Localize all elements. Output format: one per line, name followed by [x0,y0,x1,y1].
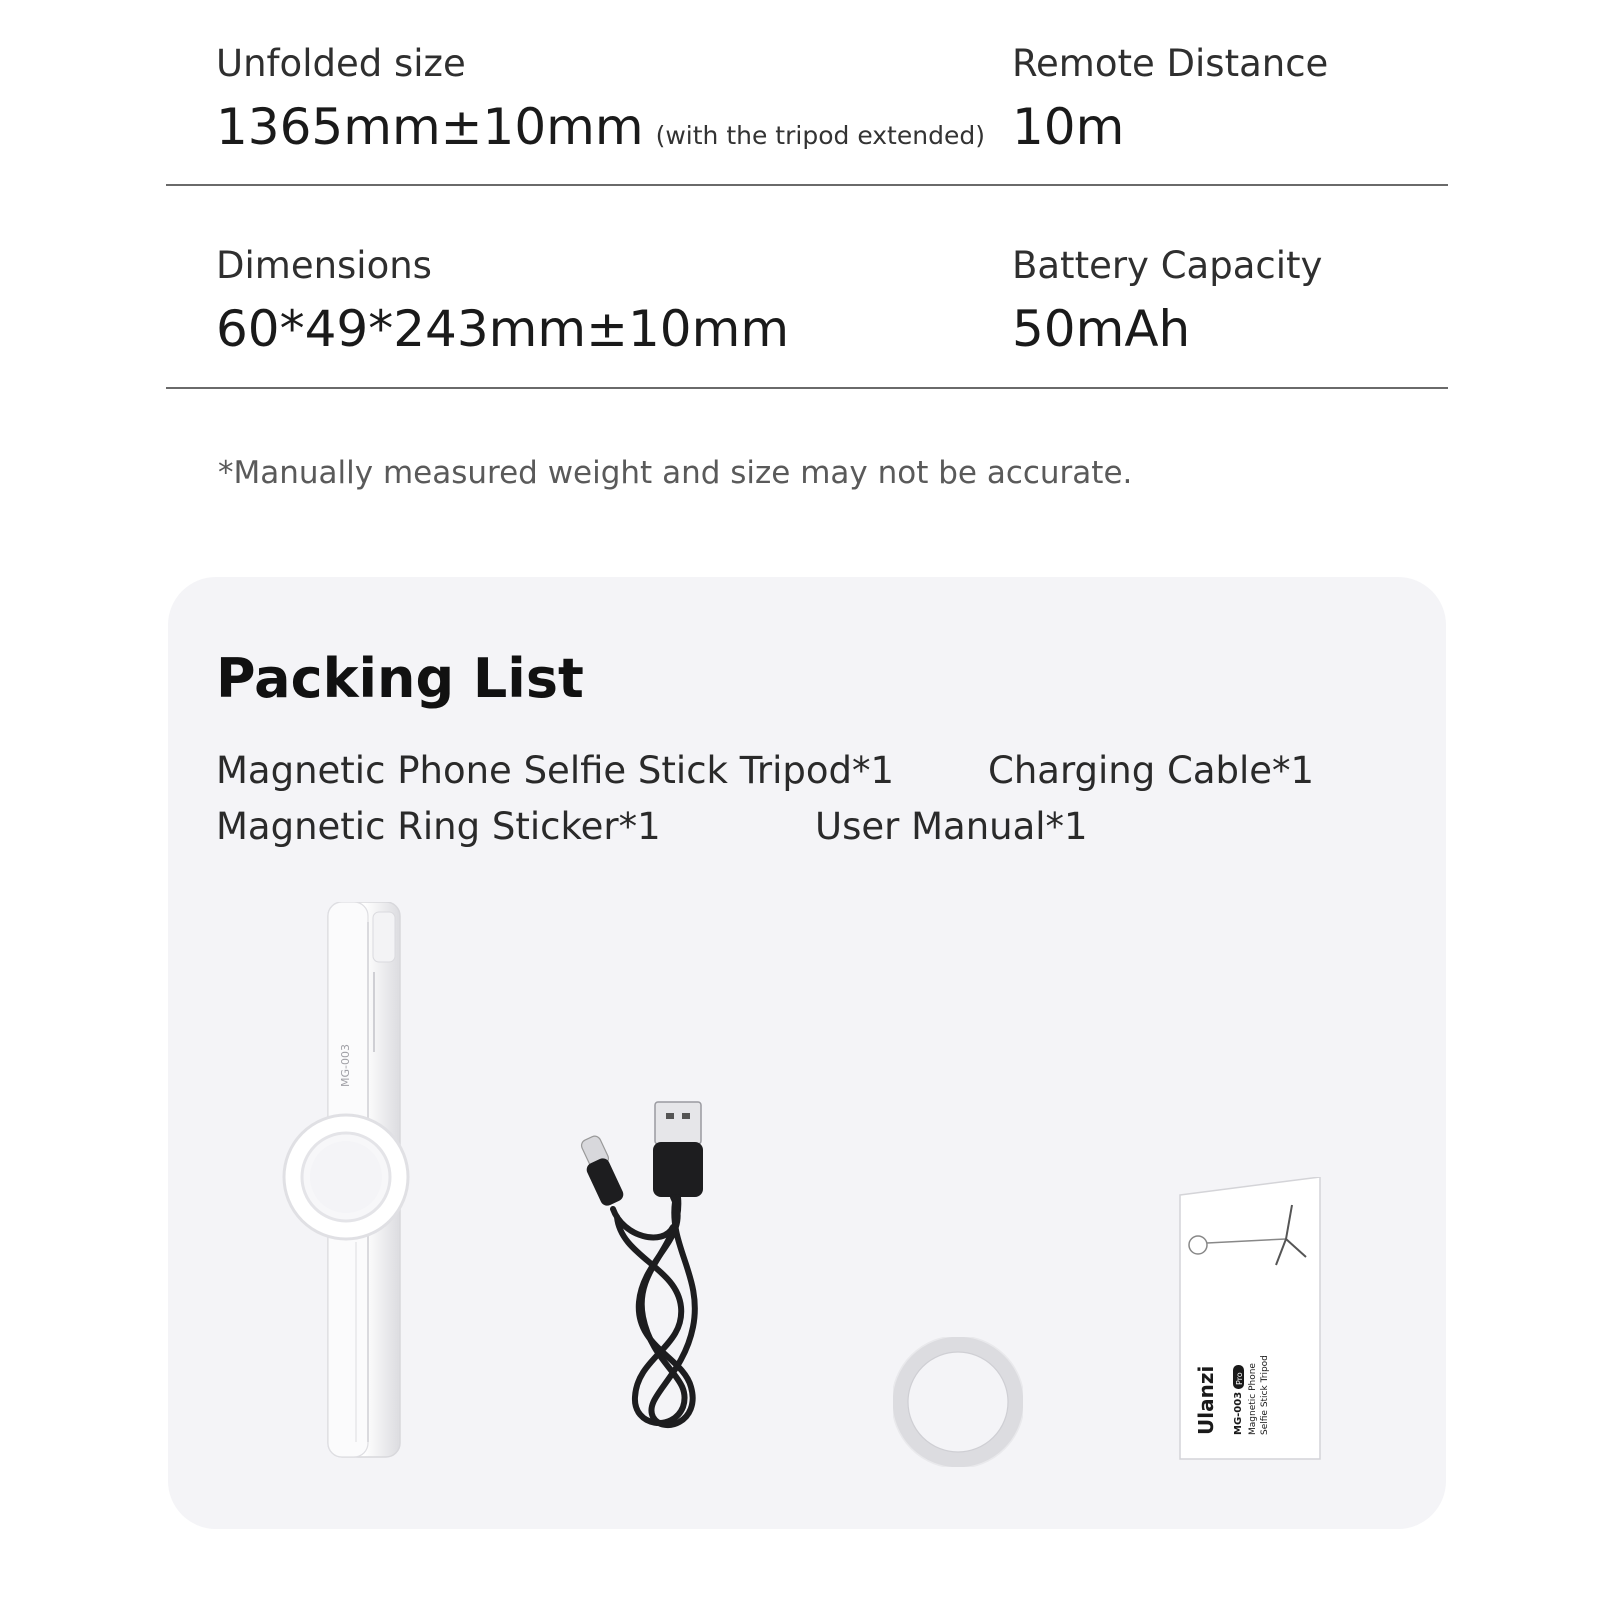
packing-item-ring-sticker: Magnetic Ring Sticker*1 [216,805,661,848]
packing-list-panel [168,577,1446,1529]
packing-item-cable: Charging Cable*1 [988,749,1315,792]
packing-item-tripod: Magnetic Phone Selfie Stick Tripod*1 [216,749,895,792]
packing-item-user-manual: User Manual*1 [815,805,1088,848]
dimensions-value: 60*49*243mm±10mm [216,300,790,358]
battery-capacity-value: 50mAh [1012,300,1191,358]
unfolded-size-value [216,98,985,156]
tripod-model-text: MG-003 [339,1044,352,1087]
selfie-stick-tripod-image [278,902,428,1462]
spec-divider-1 [166,184,1448,186]
unfolded-size-number: 1365mm±10mm [216,98,644,156]
manual-brand-text: Ulanzi [1194,1365,1218,1435]
unfolded-size-label: Unfolded size [216,42,466,85]
battery-capacity-label: Battery Capacity [1012,244,1323,287]
manual-model-text: MG-003 [1233,1391,1244,1435]
manual-line2-text: Selfie Stick Tripod [1260,1355,1270,1435]
manual-line1-text: Magnetic Phone [1248,1363,1258,1435]
remote-distance-value: 10m [1012,98,1125,156]
user-manual-image [1168,1177,1328,1467]
charging-cable-image [573,1097,743,1437]
manual-badge-text: Pro [1235,1372,1244,1385]
remote-distance-label: Remote Distance [1012,42,1329,85]
magnetic-ring-sticker-image [893,1337,1023,1467]
spec-divider-2 [166,387,1448,389]
unfolded-size-note: (with the tripod extended) [655,121,985,150]
measurement-footnote: *Manually measured weight and size may not be accurate. [218,455,1133,491]
dimensions-label: Dimensions [216,244,432,287]
packing-list-title: Packing List [216,647,584,710]
